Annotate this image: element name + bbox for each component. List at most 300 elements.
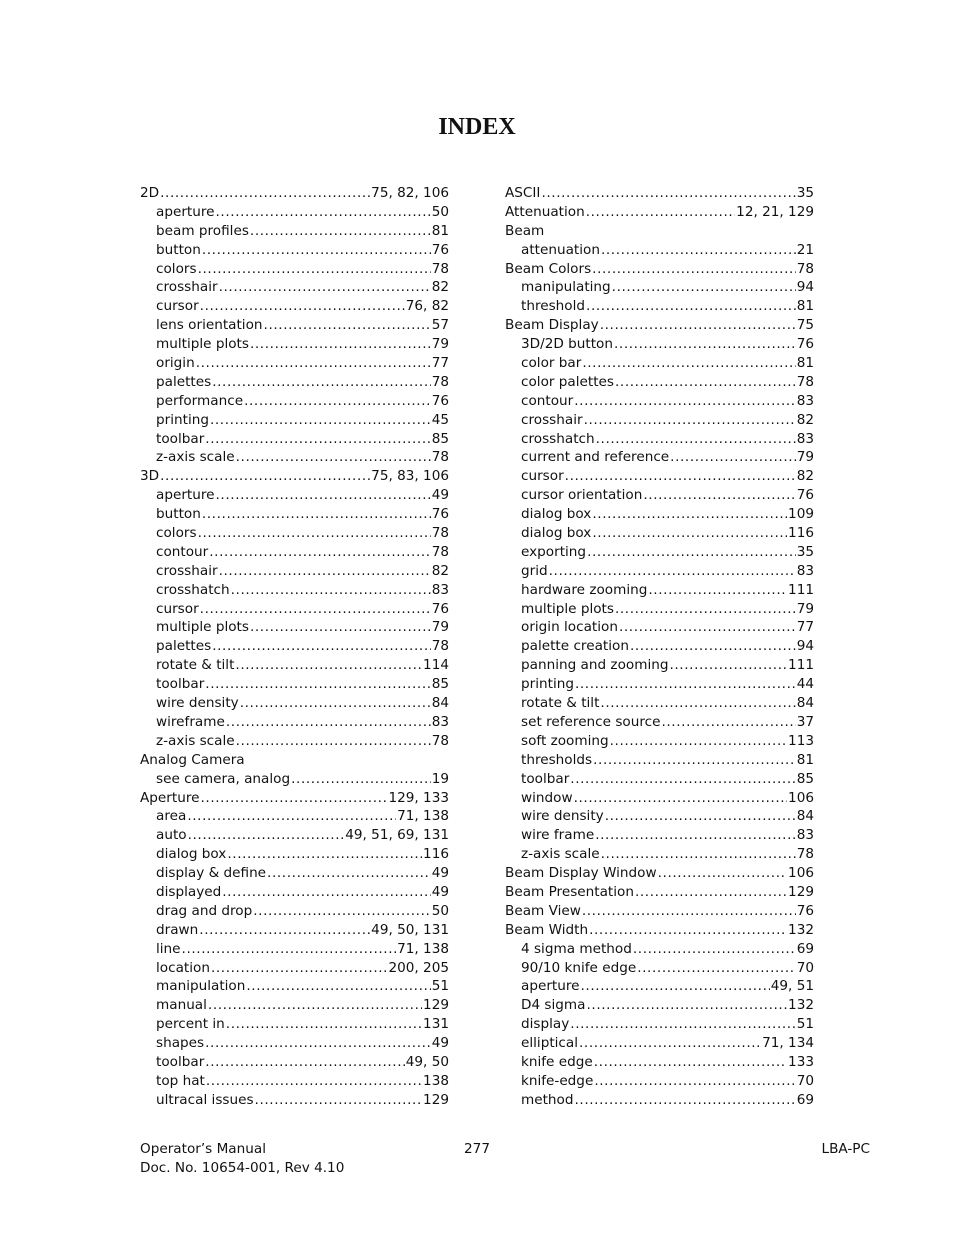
dot-leader (255, 1091, 423, 1110)
index-term: color bar (521, 355, 582, 372)
index-pages: 75, 83, 106 (371, 468, 449, 485)
index-subentry (505, 335, 814, 354)
dot-leader (250, 222, 431, 241)
dot-leader (253, 902, 430, 921)
index-term: 2D (140, 185, 160, 201)
index-term: palettes (156, 638, 212, 655)
index-subentry (140, 902, 449, 921)
dot-leader (630, 637, 796, 656)
index-term: manipulating (521, 279, 611, 296)
index-term: elliptical (521, 1035, 579, 1052)
index-pages: 111 (788, 657, 814, 674)
index-term: manipulation (156, 978, 246, 995)
dot-leader (596, 430, 796, 449)
dot-leader (200, 600, 431, 619)
dot-leader (226, 713, 431, 732)
dot-leader (565, 467, 796, 486)
index-subentry (505, 505, 814, 524)
index-subentry (140, 770, 449, 789)
index-pages: 78 (431, 260, 449, 277)
dot-leader (615, 373, 796, 392)
index-term: attenuation (521, 241, 600, 258)
index-entry (140, 467, 449, 486)
index-term: panning and zooming (521, 657, 669, 674)
index-pages: 78 (796, 846, 814, 863)
index-subentry (505, 581, 814, 600)
index-pages: 69 (796, 940, 814, 957)
index-pages: 94 (796, 638, 814, 655)
index-pages: 129 (788, 883, 814, 900)
dot-leader (601, 241, 796, 260)
index-term: toolbar (521, 770, 570, 787)
index-term: palette creation (521, 638, 629, 655)
index-subentry (505, 524, 814, 543)
index-pages: 106 (788, 789, 814, 806)
index-pages: 49, 50, 131 (371, 921, 449, 938)
index-pages: 81 (796, 355, 814, 372)
index-term: drag and drop (156, 902, 253, 919)
index-subentry (505, 940, 814, 959)
index-term: dialog box (521, 525, 592, 542)
index-subentry (505, 241, 814, 260)
index-term: current and reference (521, 449, 670, 466)
index-term: Beam View (505, 902, 581, 919)
dot-leader (549, 562, 796, 581)
index-subentry (505, 996, 814, 1015)
index-term: area (156, 808, 187, 825)
dot-leader (209, 543, 430, 562)
index-subentry (505, 448, 814, 467)
index-subentry (505, 977, 814, 996)
index-pages: 49, 51 (770, 978, 814, 995)
index-term: contour (156, 543, 209, 560)
index-pages: 21 (796, 241, 814, 258)
index-subentry (140, 430, 449, 449)
dot-leader (216, 486, 431, 505)
footer-manual: Operator’s Manual (140, 1141, 266, 1157)
index-subentry (505, 807, 814, 826)
dot-leader (600, 316, 796, 335)
index-subentry (505, 618, 814, 637)
index-subentry (505, 1091, 814, 1110)
index-pages: 84 (431, 695, 449, 712)
index-subentry (140, 1091, 449, 1110)
dot-leader (619, 618, 796, 637)
index-subentry (140, 996, 449, 1015)
index-pages: 81 (796, 298, 814, 315)
dot-leader (200, 789, 387, 808)
index-pages: 51 (431, 978, 449, 995)
dot-leader (199, 921, 370, 940)
index-pages: 78 (431, 449, 449, 466)
dot-leader (615, 600, 796, 619)
index-subentry (505, 411, 814, 430)
dot-leader (200, 297, 405, 316)
dot-leader (592, 260, 796, 279)
index-pages: 84 (796, 695, 814, 712)
index-pages: 76 (431, 506, 449, 523)
index-pages: 78 (431, 373, 449, 390)
dot-leader (582, 902, 796, 921)
index-term: 3D (140, 468, 160, 485)
index-term: exporting (521, 543, 587, 560)
dot-leader (635, 883, 787, 902)
index-term: Attenuation (505, 203, 585, 220)
index-pages: 83 (796, 392, 814, 409)
dot-leader (575, 675, 796, 694)
index-term: knife-edge (521, 1072, 594, 1089)
index-term: performance (156, 392, 244, 409)
dot-leader (643, 486, 795, 505)
dot-leader (198, 260, 431, 279)
index-term: Beam Colors (505, 260, 592, 277)
index-term: lens orientation (156, 317, 263, 334)
index-subentry (505, 354, 814, 373)
index-term: display (521, 1016, 570, 1033)
index-term: manual (156, 997, 207, 1014)
index-subentry (140, 977, 449, 996)
index-subentry (505, 392, 814, 411)
index-term: crosshatch (156, 581, 230, 598)
index-pages: 109 (788, 506, 814, 523)
index-term: 3D/2D button (521, 336, 613, 353)
index-term: location (156, 959, 210, 976)
index-term: Aperture (140, 789, 200, 806)
index-term: origin location (521, 619, 618, 636)
index-subentry (140, 335, 449, 354)
dot-leader (570, 1015, 795, 1034)
index-pages: 71, 138 (397, 808, 449, 825)
dot-leader (595, 826, 796, 845)
index-term: display & define (156, 865, 267, 882)
index-term: soft zooming (521, 732, 609, 749)
index-pages: 82 (431, 562, 449, 579)
dot-leader (264, 316, 431, 335)
index-pages: 79 (796, 600, 814, 617)
index-term: method (521, 1091, 574, 1108)
index-term: D4 sigma (521, 997, 586, 1014)
index-term: color palettes (521, 373, 614, 390)
dot-leader (592, 505, 787, 524)
index-pages: 116 (423, 846, 449, 863)
index-subentry (140, 297, 449, 316)
dot-leader (202, 241, 431, 260)
page-title: INDEX (438, 114, 516, 140)
index-term: button (156, 241, 201, 258)
index-term: threshold (521, 298, 586, 315)
index-subentry (140, 694, 449, 713)
index-pages: 79 (796, 449, 814, 466)
index-subentry (505, 562, 814, 581)
dot-leader (187, 807, 396, 826)
dot-leader (244, 392, 431, 411)
index-subentry (140, 260, 449, 279)
dot-leader (601, 845, 796, 864)
dot-leader (600, 694, 795, 713)
index-pages: 57 (431, 317, 449, 334)
index-subentry (505, 826, 814, 845)
index-pages: 76 (431, 600, 449, 617)
index-pages: 83 (796, 562, 814, 579)
index-entry (505, 222, 814, 241)
index-pages: 76 (796, 487, 814, 504)
index-subentry (505, 675, 814, 694)
index-term: crosshatch (521, 430, 595, 447)
index-term: ultracal issues (156, 1091, 254, 1108)
index-pages: 76 (431, 241, 449, 258)
index-pages: 129, 133 (388, 789, 449, 806)
index-pages: 83 (796, 827, 814, 844)
index-subentry (140, 600, 449, 619)
index-term: Beam Presentation (505, 883, 634, 900)
index-subentry (140, 1072, 449, 1091)
index-term: Beam Display (505, 317, 599, 334)
index-pages: 129 (423, 997, 449, 1014)
index-term: cursor (521, 468, 564, 485)
index-term: set reference source (521, 713, 661, 730)
dot-leader (205, 675, 430, 694)
index-term: cursor orientation (521, 487, 643, 504)
index-subentry (140, 1015, 449, 1034)
index-term: palettes (156, 373, 212, 390)
dot-leader (160, 467, 370, 486)
index-pages: 76 (431, 392, 449, 409)
index-term: toolbar (156, 430, 205, 447)
index-subentry (505, 486, 814, 505)
index-subentry (140, 618, 449, 637)
index-term: multiple plots (156, 619, 249, 636)
index-pages: 83 (431, 581, 449, 598)
index-entry (505, 203, 814, 222)
index-pages: 79 (431, 336, 449, 353)
dot-leader (610, 732, 787, 751)
index-term: z-axis scale (521, 846, 600, 863)
index-term: cursor (156, 600, 199, 617)
index-pages: 78 (796, 260, 814, 277)
dot-leader (205, 430, 430, 449)
index-term: window (521, 789, 573, 806)
index-pages: 49 (431, 865, 449, 882)
index-term: crosshair (156, 279, 218, 296)
index-term: crosshair (156, 562, 218, 579)
index-term: percent in (156, 1016, 225, 1033)
index-pages: 82 (431, 279, 449, 296)
dot-leader (240, 694, 431, 713)
index-term: printing (521, 676, 574, 693)
index-pages: 50 (431, 902, 449, 919)
index-subentry (140, 505, 449, 524)
index-pages: 35 (796, 543, 814, 560)
dot-leader (587, 996, 788, 1015)
dot-leader (661, 713, 795, 732)
index-subentry (140, 732, 449, 751)
dot-leader (205, 1053, 404, 1072)
dot-leader (182, 940, 397, 959)
index-entry (140, 751, 449, 770)
index-pages: 78 (431, 543, 449, 560)
index-subentry (140, 562, 449, 581)
dot-leader (211, 959, 388, 978)
index-term: toolbar (156, 676, 205, 693)
index-term: hardware zooming (521, 581, 648, 598)
index-subentry (140, 637, 449, 656)
index-column-right (505, 184, 814, 1110)
dot-leader (250, 618, 431, 637)
dot-leader (205, 1034, 431, 1053)
index-subentry (140, 278, 449, 297)
dot-leader (216, 203, 431, 222)
index-pages: 45 (431, 411, 449, 428)
index-pages: 82 (796, 468, 814, 485)
index-term: knife edge (521, 1053, 593, 1070)
index-term: printing (156, 411, 209, 428)
dot-leader (291, 770, 431, 789)
index-term: 4 sigma method (521, 940, 632, 957)
index-pages: 71, 134 (762, 1035, 814, 1052)
dot-leader (658, 864, 787, 883)
index-subentry (505, 600, 814, 619)
index-pages: 83 (796, 430, 814, 447)
dot-leader (160, 184, 370, 203)
dot-leader (210, 411, 431, 430)
index-pages: 78 (431, 732, 449, 749)
dot-leader (198, 524, 431, 543)
dot-leader (592, 524, 787, 543)
dot-leader (250, 335, 431, 354)
footer-product: LBA-PC (821, 1141, 870, 1157)
index-pages: 49 (431, 883, 449, 900)
index-pages: 113 (788, 732, 814, 749)
dot-leader (246, 977, 430, 996)
dot-leader (236, 448, 431, 467)
dot-leader (570, 770, 795, 789)
dot-leader (669, 656, 787, 675)
dot-leader (219, 562, 431, 581)
index-term: toolbar (156, 1053, 205, 1070)
dot-leader (226, 1015, 422, 1034)
index-pages: 12, 21, 129 (736, 203, 814, 220)
dot-leader (594, 1053, 787, 1072)
index-term: colors (156, 525, 197, 542)
index-term: ASCII (505, 185, 541, 201)
index-pages: 79 (431, 619, 449, 636)
index-term: multiple plots (521, 600, 614, 617)
index-term: auto (156, 827, 187, 844)
index-subentry (505, 789, 814, 808)
index-pages: 81 (431, 222, 449, 239)
index-pages: 77 (431, 355, 449, 372)
index-pages: 78 (431, 638, 449, 655)
index-pages: 82 (796, 411, 814, 428)
index-pages: 116 (788, 525, 814, 542)
index-term: z-axis scale (156, 732, 235, 749)
index-term: z-axis scale (156, 449, 235, 466)
index-term: crosshair (521, 411, 583, 428)
index-entry (505, 260, 814, 279)
index-entry (505, 864, 814, 883)
index-pages: 75, 82, 106 (371, 185, 449, 201)
index-subentry (140, 864, 449, 883)
index-subentry (140, 921, 449, 940)
index-pages: 76 (796, 902, 814, 919)
index-subentry (505, 959, 814, 978)
index-pages: 132 (788, 921, 814, 938)
index-subentry (140, 1053, 449, 1072)
dot-leader (574, 392, 795, 411)
dot-leader (202, 505, 431, 524)
dot-leader (594, 1072, 795, 1091)
dot-leader (574, 789, 787, 808)
index-subentry (140, 656, 449, 675)
dot-leader (587, 543, 796, 562)
dot-leader (575, 1091, 796, 1110)
index-pages: 111 (788, 581, 814, 598)
index-column-left (140, 184, 449, 1110)
index-pages: 85 (431, 676, 449, 693)
index-subentry (505, 430, 814, 449)
dot-leader (212, 373, 430, 392)
index-subentry (140, 845, 449, 864)
index-subentry (505, 278, 814, 297)
index-pages: 78 (431, 525, 449, 542)
index-subentry (505, 373, 814, 392)
index-term: aperture (156, 203, 215, 220)
index-subentry (140, 448, 449, 467)
index-term: beam profiles (156, 222, 249, 239)
index-term: dialog box (521, 506, 592, 523)
index-pages: 51 (796, 1016, 814, 1033)
dot-leader (605, 807, 796, 826)
dot-leader (222, 883, 430, 902)
dot-leader (235, 656, 422, 675)
index-subentry (140, 373, 449, 392)
index-subentry (140, 241, 449, 260)
index-subentry (140, 675, 449, 694)
index-pages: 85 (796, 770, 814, 787)
dot-leader (670, 448, 796, 467)
index-subentry (505, 1053, 814, 1072)
index-term: Beam Width (505, 921, 589, 938)
index-subentry (505, 770, 814, 789)
index-term: wire density (521, 808, 604, 825)
dot-leader (612, 278, 796, 297)
index-term: rotate & tilt (156, 657, 235, 674)
index-subentry (140, 581, 449, 600)
index-pages: 83 (431, 713, 449, 730)
index-entry (140, 184, 449, 203)
index-pages: 69 (796, 1091, 814, 1108)
index-pages: 106 (788, 865, 814, 882)
index-pages: 131 (423, 1016, 449, 1033)
index-subentry (140, 222, 449, 241)
footer-doc-number: Doc. No. 10654-001, Rev 4.10 (140, 1160, 345, 1176)
index-subentry (140, 524, 449, 543)
index-term: 90/10 knife edge (521, 959, 637, 976)
dot-leader (637, 959, 795, 978)
index-term: wireframe (156, 713, 225, 730)
dot-leader (212, 637, 430, 656)
dot-leader (208, 996, 422, 1015)
index-pages: 133 (788, 1053, 814, 1070)
index-term: colors (156, 260, 197, 277)
index-pages: 37 (796, 713, 814, 730)
index-subentry (505, 1034, 814, 1053)
index-term: origin (156, 355, 195, 372)
index-pages: 71, 138 (397, 940, 449, 957)
index-pages: 35 (796, 185, 814, 201)
index-pages: 49 (431, 487, 449, 504)
dot-leader (586, 203, 735, 222)
